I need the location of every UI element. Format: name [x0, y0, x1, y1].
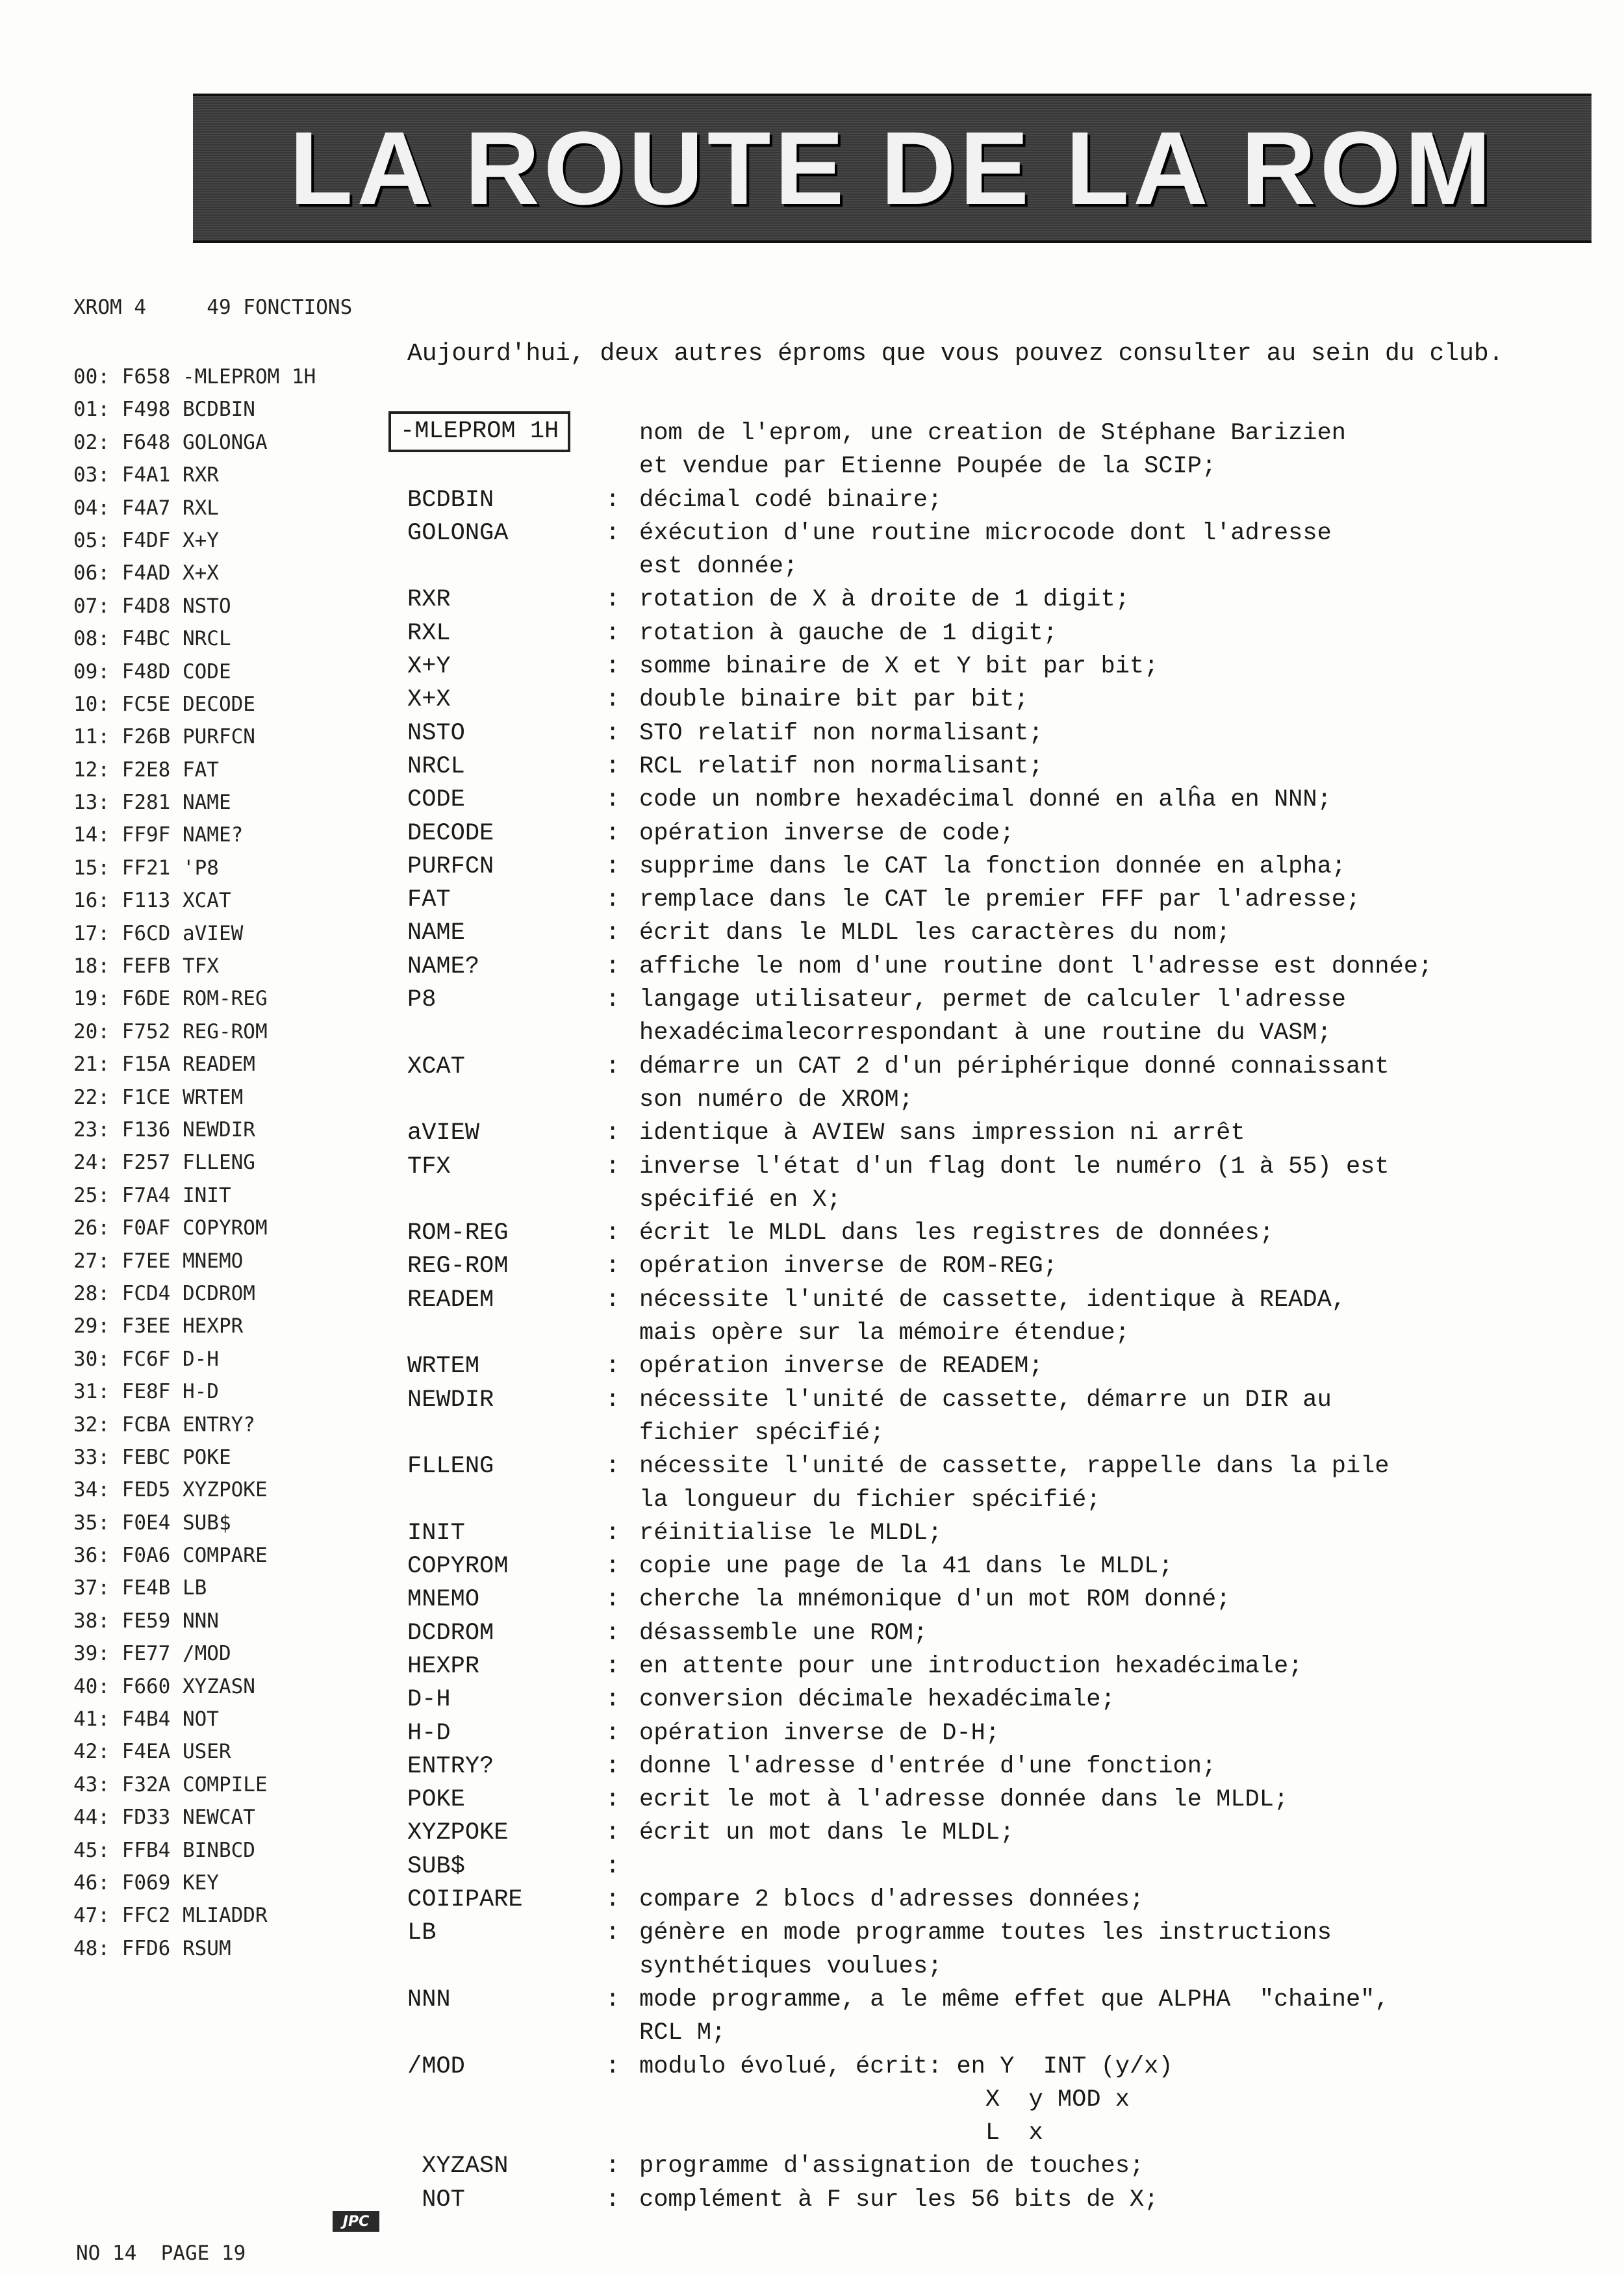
- definition-description: affiche le nom d'une routine dont l'adresse est donnée;: [639, 952, 1433, 980]
- definition-name: XYZASN: [407, 2153, 509, 2180]
- definition-description: RCL relatif non normalisant;: [639, 752, 1043, 780]
- definition-description: cherche la mnémonique d'un mot ROM donné;: [639, 1586, 1231, 1614]
- definition-item: [400, 417, 1609, 484]
- definition-name: GOLONGA: [407, 519, 509, 547]
- definition-name: NAME?: [407, 952, 480, 980]
- definition-colon: :: [605, 2052, 620, 2080]
- definition-description: nécessite l'unité de cassette, démarre un DIR au fichier spécifié;: [639, 1386, 1332, 1447]
- definition-description: écrit dans le MLDL les caractères du nom;: [639, 919, 1231, 947]
- definition-description: écrit le MLDL dans les registres de données;: [639, 1220, 1274, 1247]
- listing-row: 13: F281 NAME: [73, 791, 231, 815]
- definition-description: supprime dans le CAT la fonction donnée en alpha;: [639, 852, 1346, 880]
- definitions-list: [400, 417, 1609, 2217]
- listing-row: 35: F0E4 SUB$: [73, 1511, 231, 1535]
- definition-name: /MOD: [407, 2052, 465, 2080]
- definition-description: opération inverse de ROM-REG;: [639, 1253, 1058, 1281]
- definition-name: POKE: [407, 1786, 465, 1814]
- definition-description: éxécution d'une routine microcode dont l'adresse est donnée;: [639, 519, 1332, 581]
- listing-row: 41: F4B4 NOT: [73, 1707, 219, 1731]
- definition-name: PURFCN: [407, 852, 494, 880]
- listing-row: 00: F658 -MLEPROM 1H: [73, 365, 316, 389]
- definition-description: opération inverse de D-H;: [639, 1719, 1000, 1747]
- definition-description: mode programme, a le même effet que ALPHA "chaine", RCL M;: [639, 1986, 1389, 2047]
- listing-row: 16: F113 XCAT: [73, 889, 231, 913]
- definition-item: [407, 2050, 1609, 2151]
- definition-description: somme binaire de X et Y bit par bit;: [639, 653, 1159, 681]
- definition-name: DCDROM: [407, 1619, 494, 1647]
- definition-name: TFX: [407, 1153, 451, 1181]
- definition-name: HEXPR: [407, 1652, 480, 1680]
- definition-name: COPYROM: [407, 1553, 509, 1581]
- definition-item: [407, 583, 1609, 617]
- definition-name: DECODE: [407, 819, 494, 847]
- definition-name: MNEMO: [407, 1586, 480, 1614]
- definition-description: écrit un mot dans le MLDL;: [639, 1819, 1015, 1847]
- definition-item: [407, 1984, 1609, 2050]
- definition-colon: :: [605, 586, 620, 614]
- definition-name: ENTRY?: [407, 1752, 494, 1780]
- listing-row: 15: FF21 'P8: [73, 856, 219, 880]
- listing-row: 26: F0AF COPYROM: [73, 1216, 268, 1240]
- definition-colon: :: [605, 952, 620, 980]
- definition-name: REG-ROM: [407, 1253, 509, 1281]
- definition-colon: :: [605, 1253, 620, 1281]
- definition-item: [407, 2184, 1609, 2217]
- definition-item: [407, 917, 1609, 950]
- definition-item: [407, 1217, 1609, 1250]
- listing-row: 31: FE8F H-D: [73, 1380, 219, 1404]
- definition-name: NAME: [407, 919, 465, 947]
- definition-item: [407, 650, 1609, 683]
- listing-row: 38: FE59 NNN: [73, 1609, 219, 1633]
- jpc-logo: [333, 2211, 379, 2232]
- listing-row: 24: F257 FLLENG: [73, 1151, 255, 1175]
- definition-description: en attente pour une introduction hexadécimale;: [639, 1652, 1303, 1680]
- listing-row: 47: FFC2 MLIADDR: [73, 1904, 268, 1928]
- listing-row: 21: F15A READEM: [73, 1053, 255, 1077]
- listing-row: 46: F069 KEY: [73, 1871, 219, 1895]
- definition-name: CODE: [407, 786, 465, 814]
- definition-item: [407, 1817, 1609, 1850]
- definition-colon: :: [605, 919, 620, 947]
- definition-colon: :: [605, 1519, 620, 1547]
- listing-row: 28: FCD4 DCDROM: [73, 1281, 255, 1305]
- definition-item: [407, 1151, 1609, 1218]
- definition-name: RXL: [407, 619, 451, 647]
- definition-name: FLLENG: [407, 1453, 494, 1481]
- definition-item: [407, 1550, 1609, 1583]
- definition-item: [407, 750, 1609, 784]
- definition-colon: :: [605, 1553, 620, 1581]
- definition-description: rotation à gauche de 1 digit;: [639, 619, 1058, 647]
- listing-row: 48: FFD6 RSUM: [73, 1936, 231, 1960]
- definition-description: opération inverse de READEM;: [639, 1353, 1043, 1381]
- listing-row: 33: FEBC POKE: [73, 1445, 231, 1469]
- listing-row: 22: F1CE WRTEM: [73, 1085, 244, 1109]
- definition-colon: :: [605, 852, 620, 880]
- definition-item: [407, 951, 1609, 984]
- definition-colon: :: [605, 1886, 620, 1914]
- listing-row: 02: F648 GOLONGA: [73, 430, 268, 454]
- xrom-header: XROM 4 49 FONCTIONS: [73, 296, 353, 319]
- definition-item: [407, 1783, 1609, 1817]
- listing-row: 08: F4BC NRCL: [73, 627, 231, 651]
- definition-colon: :: [605, 786, 620, 814]
- definition-colon: :: [605, 1353, 620, 1381]
- definition-description: opération inverse de code;: [639, 819, 1015, 847]
- listing-row: 29: F3EE HEXPR: [73, 1314, 244, 1338]
- definition-colon: :: [605, 1286, 620, 1314]
- definition-description: complément à F sur les 56 bits de X;: [639, 2186, 1159, 2214]
- definition-name: NEWDIR: [407, 1386, 494, 1414]
- listing-row: 06: F4AD X+X: [73, 561, 219, 585]
- definition-colon: :: [605, 619, 620, 647]
- definition-item: [407, 1051, 1609, 1118]
- definition-item: [407, 1850, 1609, 1884]
- listing-row: 05: F4DF X+Y: [73, 528, 219, 552]
- listing-row: 10: FC5E DECODE: [73, 692, 255, 716]
- definition-colon: :: [605, 886, 620, 914]
- listing-row: 37: FE4B LB: [73, 1576, 207, 1600]
- definition-item: [407, 884, 1609, 917]
- definition-name: NNN: [407, 1986, 451, 2013]
- definition-colon: :: [605, 752, 620, 780]
- listing-row: 27: F7EE MNEMO: [73, 1249, 244, 1273]
- definition-item: [407, 1384, 1609, 1451]
- definition-item: [407, 717, 1609, 750]
- listing-row: 25: F7A4 INIT: [73, 1183, 231, 1207]
- definition-item: [407, 817, 1609, 850]
- definition-colon: :: [605, 1453, 620, 1481]
- listing-row: 01: F498 BCDBIN: [73, 398, 255, 422]
- definition-description: compare 2 blocs d'adresses données;: [639, 1886, 1145, 1914]
- definition-name: READEM: [407, 1286, 494, 1314]
- definition-colon: :: [605, 653, 620, 681]
- definition-colon: :: [605, 486, 620, 514]
- definition-item: [407, 1450, 1609, 1517]
- definition-item: [407, 1583, 1609, 1616]
- definition-colon: :: [605, 1786, 620, 1814]
- listing-row: 23: F136 NEWDIR: [73, 1118, 255, 1142]
- definition-name: H-D: [407, 1719, 451, 1747]
- definition-name: LB: [407, 1919, 437, 1947]
- listing-row: 36: F0A6 COMPARE: [73, 1544, 268, 1568]
- definition-description: réinitialise le MLDL;: [639, 1519, 943, 1547]
- definition-description: rotation de X à droite de 1 digit;: [639, 586, 1130, 614]
- definition-item: [407, 1717, 1609, 1750]
- definition-name: ROM-REG: [407, 1220, 509, 1247]
- listing-row: 09: F48D CODE: [73, 659, 231, 683]
- listing-row: 32: FCBA ENTRY?: [73, 1412, 255, 1437]
- definition-name: BCDBIN: [407, 486, 494, 514]
- listing-row: 45: FFB4 BINBCD: [73, 1838, 255, 1862]
- definition-name: NOT: [407, 2186, 465, 2214]
- definition-name: WRTEM: [407, 1353, 480, 1381]
- listing-row: 42: F4EA USER: [73, 1740, 231, 1764]
- definition-colon: :: [605, 1919, 620, 1947]
- definition-description: nom de l'eprom, une creation de Stéphane Barizien et vendue par Etienne Poupée de la SCIP;: [639, 420, 1346, 481]
- listing-row: 03: F4A1 RXR: [73, 463, 219, 487]
- definition-item: [407, 1617, 1609, 1650]
- definition-description: nécessite l'unité de cassette, rappelle dans la pile la longueur du fichier spécifié;: [639, 1453, 1389, 1514]
- listing-row: 12: F2E8 FAT: [73, 758, 219, 782]
- definition-description: STO relatif non normalisant;: [639, 719, 1043, 747]
- definition-item: [407, 1683, 1609, 1717]
- definition-item: [407, 1884, 1609, 1917]
- definition-name: X+Y: [407, 653, 451, 681]
- definition-description: langage utilisateur, permet de calculer l'adresse hexadécimalecorrespondant à une routine du VASM;: [639, 986, 1346, 1047]
- definition-name: aVIEW: [407, 1119, 480, 1147]
- listing-row: 43: F32A COMPILE: [73, 1772, 268, 1796]
- definition-item: [407, 1917, 1609, 1984]
- listing-row: 40: F660 XYZASN: [73, 1674, 255, 1698]
- definition-description: nécessite l'unité de cassette, identique à READA, mais opère sur la mémoire étendue;: [639, 1286, 1346, 1348]
- definition-item: [407, 1750, 1609, 1783]
- definition-description: donne l'adresse d'entrée d'une fonction;: [639, 1752, 1217, 1780]
- definition-item: [407, 1650, 1609, 1683]
- definition-name: FAT: [407, 886, 451, 914]
- definition-colon: :: [605, 1619, 620, 1647]
- page-footer: NO 14 PAGE 19: [76, 2242, 246, 2265]
- definition-name: RXR: [407, 586, 451, 614]
- definition-description: code un nombre hexadécimal donné en alĥa en NNN;: [639, 786, 1332, 814]
- definition-name: SUB$: [407, 1852, 465, 1880]
- listing-row: 17: F6CD aVIEW: [73, 921, 244, 945]
- definition-name: INIT: [407, 1519, 465, 1547]
- listing-row: 30: FC6F D-H: [73, 1347, 219, 1371]
- definition-colon: :: [605, 819, 620, 847]
- page-title: LA ROUTE DE LA ROM: [289, 110, 1495, 226]
- definition-colon: :: [605, 2186, 620, 2214]
- definition-name: NRCL: [407, 752, 465, 780]
- listing-row: 34: FED5 XYZPOKE: [73, 1478, 268, 1502]
- listing-row: 19: F6DE ROM-REG: [73, 987, 268, 1011]
- definition-item: [407, 683, 1609, 717]
- logo-text: JPC: [342, 2213, 370, 2230]
- definition-name: COIIPARE: [407, 1886, 523, 1914]
- definition-colon: :: [605, 1220, 620, 1247]
- listing-row: 04: F4A7 RXL: [73, 496, 219, 520]
- definition-item: [407, 1117, 1609, 1150]
- definition-colon: :: [605, 1586, 620, 1614]
- definition-colon: :: [605, 986, 620, 1014]
- definition-description: remplace dans le CAT le premier FFF par l'adresse;: [639, 886, 1361, 914]
- definition-description: copie une page de la 41 dans le MLDL;: [639, 1553, 1173, 1581]
- definition-item: [407, 517, 1609, 584]
- listing-row: 44: FD33 NEWCAT: [73, 1806, 255, 1830]
- definition-colon: :: [605, 2153, 620, 2180]
- definition-description: décimal codé binaire;: [639, 486, 943, 514]
- definition-item: [407, 1350, 1609, 1383]
- definition-colon: :: [605, 1119, 620, 1147]
- definition-colon: :: [605, 1752, 620, 1780]
- definition-item: [407, 2150, 1609, 2183]
- definition-description: démarre un CAT 2 d'un périphérique donné connaissant son numéro de XROM;: [639, 1053, 1389, 1114]
- definition-description: conversion décimale hexadécimale;: [639, 1686, 1115, 1714]
- definition-item: [407, 984, 1609, 1051]
- definition-colon: :: [605, 1386, 620, 1414]
- title-banner: [193, 94, 1592, 243]
- definition-colon: :: [605, 686, 620, 714]
- definition-colon: :: [605, 1852, 620, 1880]
- definition-description: programme d'assignation de touches;: [639, 2153, 1145, 2180]
- definition-description: ecrit le mot à l'adresse donnée dans le MLDL;: [639, 1786, 1289, 1814]
- definition-item: [407, 617, 1609, 650]
- definition-item: [407, 784, 1609, 817]
- definition-item: [407, 850, 1609, 884]
- listing-row: 20: F752 REG-ROM: [73, 1019, 268, 1043]
- definition-item: [407, 484, 1609, 517]
- definition-name: XYZPOKE: [407, 1819, 509, 1847]
- definition-item: [407, 1517, 1609, 1550]
- definition-colon: :: [605, 1652, 620, 1680]
- definition-description: désassemble une ROM;: [639, 1619, 928, 1647]
- definition-name: D-H: [407, 1686, 451, 1714]
- listing-row: 39: FE77 /MOD: [73, 1642, 231, 1666]
- function-listing: [73, 361, 316, 1965]
- definition-colon: :: [605, 1053, 620, 1080]
- intro-paragraph: Aujourd'hui, deux autres éproms que vous pouvez consulter au sein du club.: [407, 340, 1504, 368]
- definition-colon: :: [605, 1819, 620, 1847]
- definition-colon: :: [605, 1686, 620, 1714]
- definition-description: double binaire bit par bit;: [639, 686, 1029, 714]
- definition-item: [407, 1284, 1609, 1351]
- definition-description: modulo évolué, écrit: en Y INT (y/x) X y MOD x L x: [639, 2052, 1173, 2147]
- definition-description: identique à AVIEW sans impression ni arrêt: [639, 1119, 1245, 1147]
- listing-row: 14: FF9F NAME?: [73, 823, 244, 847]
- definition-description: génère en mode programme toutes les instructions synthétiques voulues;: [639, 1919, 1332, 1980]
- definition-name: NSTO: [407, 719, 465, 747]
- listing-row: 07: F4D8 NSTO: [73, 594, 231, 618]
- definition-colon: :: [605, 1153, 620, 1181]
- definition-name: X+X: [407, 686, 451, 714]
- definition-colon: :: [605, 719, 620, 747]
- definition-name: XCAT: [407, 1053, 465, 1080]
- definition-description: [639, 1850, 1609, 1884]
- definition-colon: :: [605, 519, 620, 547]
- definition-description: inverse l'état d'un flag dont le numéro (1 à 55) est spécifié en X;: [639, 1153, 1389, 1214]
- definition-name: P8: [407, 986, 437, 1014]
- definition-item: [407, 1250, 1609, 1283]
- definition-colon: :: [605, 1719, 620, 1747]
- definition-name: -MLEPROM 1H: [389, 412, 570, 452]
- listing-row: 11: F26B PURFCN: [73, 725, 255, 749]
- listing-row: 18: FEFB TFX: [73, 954, 219, 978]
- definition-colon: :: [605, 1986, 620, 2013]
